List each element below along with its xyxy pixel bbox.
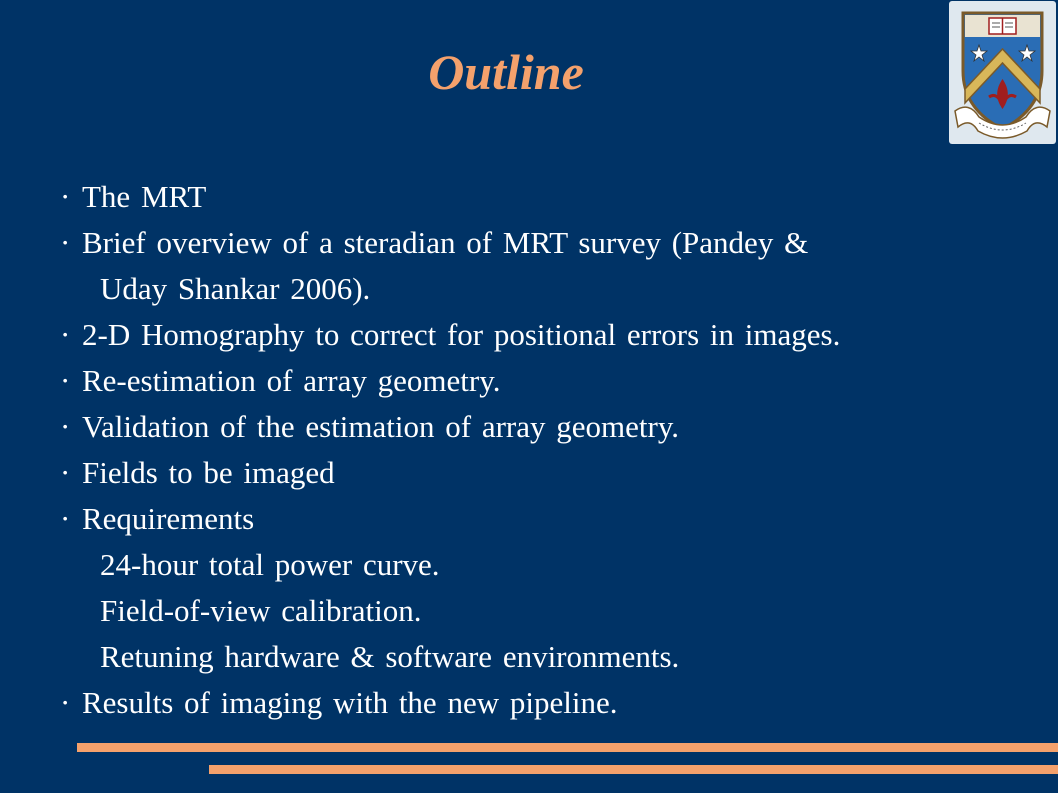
list-item [60,496,1020,542]
list-item-text: Results of imaging with the new pipeline. [82,685,618,720]
sub-list-item [60,588,1020,634]
outline-list [60,174,1020,726]
list-item [60,450,1020,496]
list-item-text: Field-of-view calibration. [100,593,422,628]
bullet-marker: · [60,225,71,260]
sub-list-item [60,634,1020,680]
bullet-marker: · [60,409,71,444]
list-item-text: Retuning hardware & software environments. [100,639,680,674]
list-item [60,680,1020,726]
sub-list-item [60,542,1020,588]
list-item [60,358,1020,404]
crest-graphic [949,1,1056,144]
bullet-marker: · [60,455,71,490]
list-item-text: Re-estimation of array geometry. [82,363,501,398]
list-item-text: Requirements [82,501,255,536]
list-item-text: Brief overview of a steradian of MRT survey (Pandey & [82,225,809,260]
list-item-text: 2-D Homography to correct for positional errors in images. [82,317,841,352]
bullet-marker: · [60,179,71,214]
bullet-marker: · [60,501,71,536]
list-item-text: Fields to be imaged [82,455,335,490]
list-item-text: Validation of the estimation of array geometry. [82,409,680,444]
list-item-text: 24-hour total power curve. [100,547,440,582]
university-crest-icon [949,1,1056,144]
accent-bar-bottom [209,765,1058,774]
bullet-marker: · [60,685,71,720]
accent-bar-top [77,743,1058,752]
bullet-marker: · [60,363,71,398]
list-item-continuation [60,266,1020,312]
slide-title: Outline [428,44,584,100]
list-item-text: The MRT [82,179,207,214]
list-item [60,220,1020,266]
list-item [60,404,1020,450]
bullet-marker: · [60,317,71,352]
list-item [60,312,1020,358]
list-item-text: Uday Shankar 2006). [100,271,371,306]
list-item [60,174,1020,220]
